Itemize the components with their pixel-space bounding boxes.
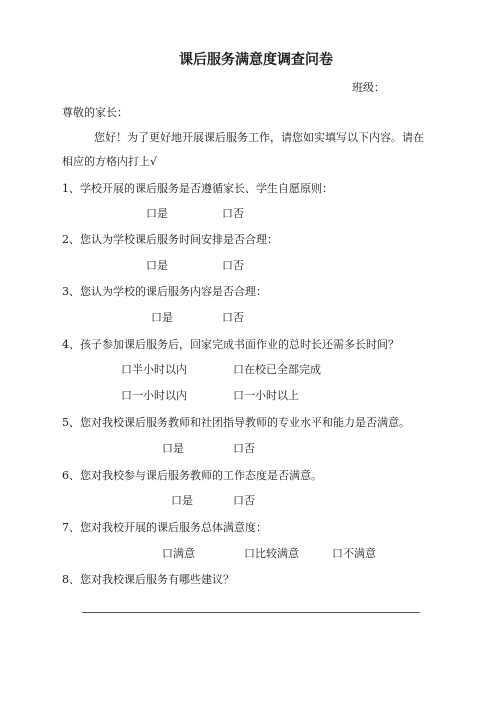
q4-option-over-one-hour[interactable]: 口一小时以上 [233, 389, 299, 402]
q3-option-yes[interactable]: 口是 [151, 311, 173, 324]
q2-option-yes[interactable]: 口是 [146, 259, 168, 272]
intro-line-1: 您好！为了更好地开展课后服务工作，请您如实填写以下内容。请在 [94, 131, 424, 144]
question-7: 7、您对我校开展的课后服务总体满意度： [62, 521, 267, 534]
survey-title: 课后服务满意度调查问卷 [179, 52, 333, 68]
q4-option-done-at-school[interactable]: 口在校已全部完成 [233, 363, 321, 376]
greeting: 尊敬的家长： [62, 106, 128, 119]
q6-option-no[interactable]: 口否 [233, 494, 255, 507]
class-label: 班级： [352, 81, 385, 94]
q5-option-yes[interactable]: 口是 [162, 442, 184, 455]
question-8: 8、您对我校课后服务有哪些建议？ [62, 573, 234, 586]
q1-option-no[interactable]: 口否 [222, 207, 244, 220]
question-1: 1、学校开展的课后服务是否遵循家长、学生自愿原则： [62, 182, 333, 195]
q2-option-no[interactable]: 口否 [222, 259, 244, 272]
answer-line[interactable] [82, 612, 420, 613]
question-3: 3、您认为学校的课后服务内容是否合理： [62, 285, 267, 298]
question-2: 2、您认为学校课后服务时间安排是否合理： [62, 233, 278, 246]
question-4: 4、孩子参加课后服务后，回家完成书面作业的总时长还需多长时间？ [62, 338, 399, 351]
q3-option-no[interactable]: 口否 [222, 311, 244, 324]
q7-option-unsatisfied[interactable]: 口不满意 [332, 547, 376, 560]
q5-option-no[interactable]: 口否 [233, 442, 255, 455]
q7-option-satisfied[interactable]: 口满意 [162, 547, 195, 560]
question-5: 5、您对我校课后服务教师和社团指导教师的专业水平和能力是否满意。 [62, 416, 410, 429]
q4-option-half-hour[interactable]: 口半小时以内 [121, 363, 187, 376]
q4-option-one-hour[interactable]: 口一小时以内 [121, 389, 187, 402]
question-6: 6、您对我校参与课后服务教师的工作态度是否满意。 [62, 469, 322, 482]
q7-option-fairly-satisfied[interactable]: 口比较满意 [244, 547, 299, 560]
q1-option-yes[interactable]: 口是 [146, 207, 168, 220]
intro-line-2: 相应的方格内打上√ [62, 155, 158, 168]
q6-option-yes[interactable]: 口是 [171, 494, 193, 507]
